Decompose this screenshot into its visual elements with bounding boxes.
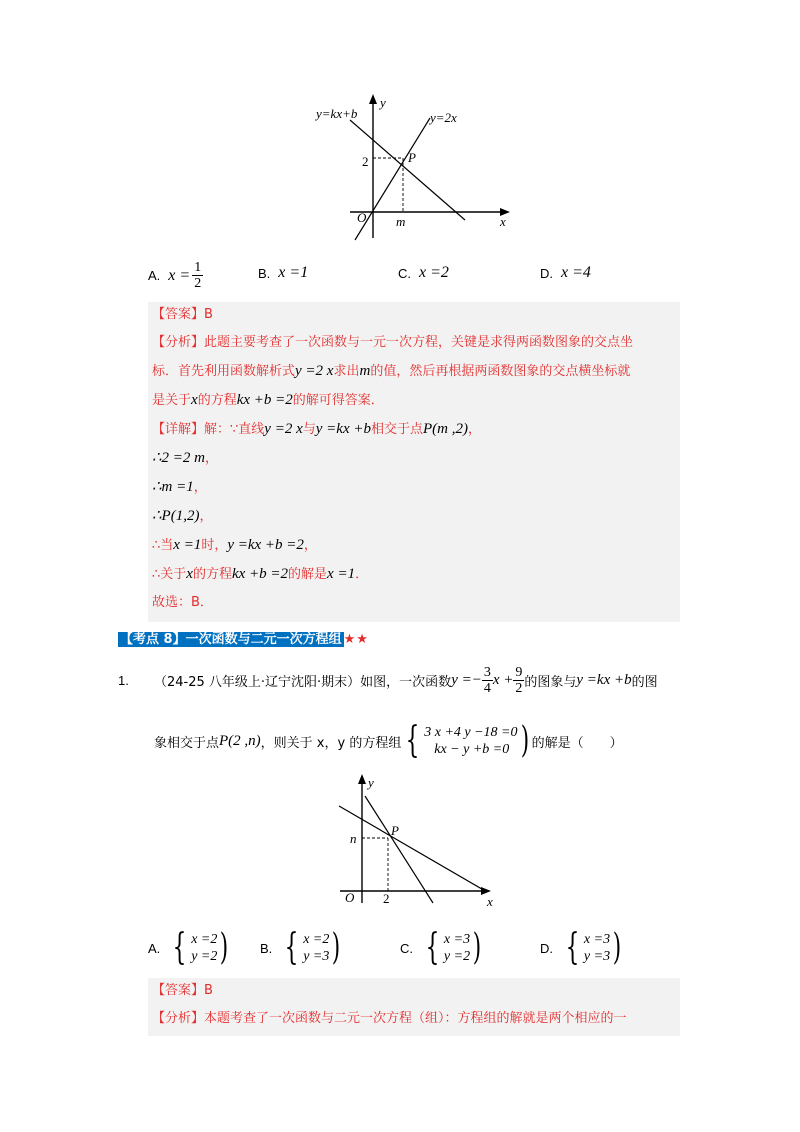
option-label: D. — [540, 940, 553, 956]
label-kx-b: y=kx+b — [316, 106, 358, 121]
line-steep — [365, 796, 433, 903]
equation-system: { 3 x +4 y −18 =0 kx − y +b =0 ) — [405, 720, 529, 761]
fraction: $\frac{3}{4}$ — [483, 665, 491, 696]
option-system: { x =2 y =3 ) — [284, 927, 341, 968]
y-axis-arrow-icon — [358, 774, 366, 784]
point-label: P — [408, 150, 416, 165]
star-icon: ★★ — [343, 632, 369, 647]
option-system: { x =3 y =3 ) — [565, 927, 622, 968]
detail-step-2: ∴m =1， — [152, 479, 207, 495]
x-tick-label: m — [396, 214, 406, 229]
fraction: $\frac{1}{2}$ — [194, 260, 202, 291]
detail-step-5: ∴关于x的方程kx +b =2的解是x =1． — [152, 566, 369, 582]
answer-box — [148, 302, 680, 622]
option-c[interactable] — [400, 927, 484, 968]
line-y-kx-b — [350, 120, 465, 220]
origin-label: O — [345, 890, 355, 905]
answer-line: 【答案】B — [152, 307, 213, 322]
y-tick-label: n — [350, 831, 357, 846]
label-2x: y=2x — [430, 110, 457, 125]
y-axis-label: y — [380, 95, 386, 110]
y-tick-label: 2 — [362, 154, 369, 169]
graph-2 — [325, 768, 505, 910]
option-system: { x =2 y =2 ) — [172, 927, 229, 968]
option-value: x =2 — [419, 264, 449, 281]
analysis-line-1: 【分析】此题主要考查了一次函数与一元一次方程，关键是求得两函数图象的交点坐 — [152, 335, 634, 350]
fraction: $\frac{9}{2}$ — [515, 665, 523, 696]
point-label: P — [391, 823, 399, 838]
y-axis-arrow-icon — [369, 94, 377, 104]
section-title: 【考点 8】一次函数与二元一次方程组 ★★ — [120, 632, 369, 647]
option-system: { x =3 y =2 ) — [425, 927, 482, 968]
analysis-line-3: 是关于x的方程kx +b =2的解可得答案． — [152, 392, 384, 408]
option-b[interactable] — [258, 264, 308, 282]
option-label: C. — [398, 265, 411, 281]
option-label: A. — [148, 940, 161, 956]
conclusion: 故选：B． — [152, 595, 213, 610]
analysis-line-1: 【分析】本题考查了一次函数与二元一次方程（组）：方程组的解就是两个相应的一 — [152, 1011, 627, 1026]
option-label: C. — [400, 940, 413, 956]
option-label: B. — [260, 940, 273, 956]
detail-step-4: ∴当x =1时，y =kx +b =2， — [152, 537, 317, 553]
line-shallow — [339, 806, 487, 892]
detail-line-1: 【详解】解：∵直线y =2 x与y =kx +b相交于点P(m ,2)， — [152, 421, 481, 437]
option-d[interactable] — [540, 927, 624, 968]
graph-1 — [300, 90, 520, 250]
option-c[interactable] — [398, 264, 449, 282]
option-value-lhs: x = — [168, 266, 191, 284]
x-axis-label: x — [487, 894, 493, 909]
detail-step-1: ∴2 =2 m， — [152, 450, 219, 466]
question-1-line-2: 象相交于点 P(2 ,n) ，则关于 x，y 的方程组 { 3 x +4 y −18 =0 kx − y +b =0 ) 的解是（ ） — [154, 720, 623, 761]
option-label: D. — [540, 265, 553, 281]
option-b[interactable] — [260, 927, 343, 968]
question-1-line-1: 1. （24-25 八年级上·辽宁沈阳·期末）如图，一次函数 y =− $\frac{3}{4}$ x + $\frac{9}{2}$ 的图象与 y =kx +b 的图 — [118, 665, 658, 696]
option-d[interactable] — [540, 264, 591, 282]
x-tick-label: 2 — [383, 891, 390, 906]
option-value: x =4 — [561, 264, 591, 281]
option-a[interactable] — [148, 260, 203, 291]
option-label: A. — [148, 268, 161, 283]
answer-box — [148, 978, 680, 1036]
x-axis-label: x — [500, 214, 506, 229]
option-a[interactable] — [148, 927, 231, 968]
detail-step-3: ∴P(1,2)， — [152, 508, 213, 524]
option-label: B. — [258, 265, 271, 281]
answer-line: 【答案】B — [152, 983, 213, 998]
option-value: x =1 — [278, 264, 309, 281]
origin-label: O — [357, 210, 367, 225]
analysis-line-2: 标．首先利用函数解析式y =2 x求出m的值，然后再根据两函数图象的交点横坐标就 — [152, 363, 631, 379]
question-number: 1. — [118, 673, 129, 688]
y-axis-label: y — [368, 775, 374, 790]
